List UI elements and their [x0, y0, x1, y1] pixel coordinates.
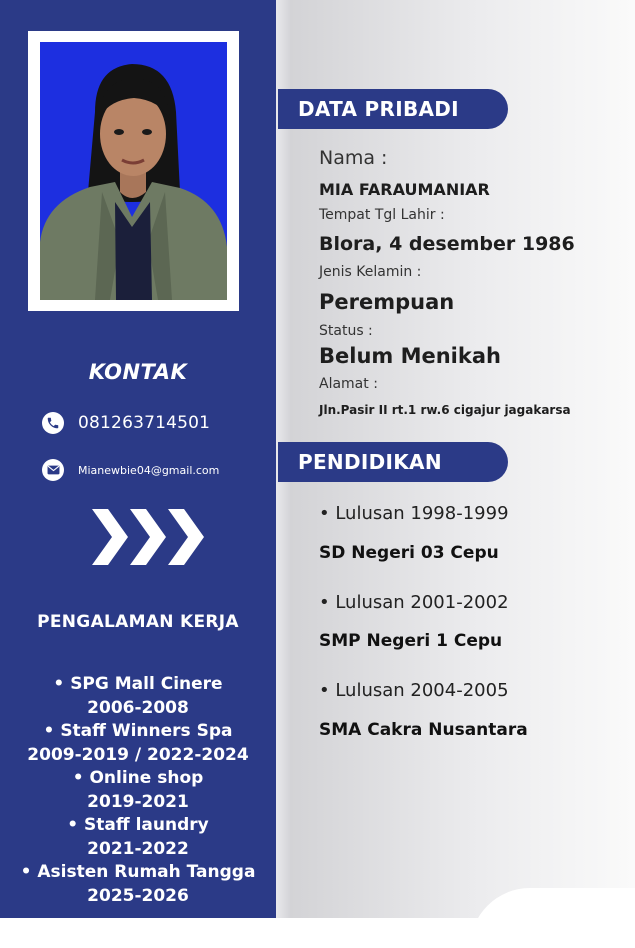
phone-icon	[42, 412, 64, 434]
education-period: • Lulusan 2004-2005	[319, 680, 509, 701]
email-row	[42, 459, 219, 481]
profile-photo	[40, 42, 227, 300]
experience-line: • Staff Winners Spa	[43, 721, 233, 741]
experience-list	[0, 673, 276, 908]
address-value: Jln.Pasir II rt.1 rw.6 cigajur jagakarsa	[319, 403, 571, 417]
experience-line: • SPG Mall Cinere	[53, 674, 223, 694]
name-value: MIA FARAUMANIAR	[319, 180, 490, 199]
birth-value: Blora, 4 desember 1986	[319, 233, 575, 255]
education-school: SMA Cakra Nusantara	[319, 720, 528, 740]
experience-title: PENGALAMAN KERJA	[37, 612, 239, 632]
email-icon	[42, 459, 64, 481]
education-school: SMP Negeri 1 Cepu	[319, 631, 503, 651]
personal-data-header: DATA PRIBADI	[278, 89, 508, 129]
experience-line: 2025-2026	[87, 885, 189, 906]
experience-line: 2006-2008	[87, 697, 189, 718]
chevron-arrows-icon	[88, 505, 212, 569]
education-school: SD Negeri 03 Cepu	[319, 543, 499, 563]
name-label: Nama :	[319, 147, 388, 169]
experience-line: • Online shop	[72, 768, 204, 788]
status-value: Belum Menikah	[319, 344, 501, 368]
gender-label: Jenis Kelamin :	[319, 264, 422, 280]
education-header: PENDIDIKAN	[278, 442, 508, 482]
address-label: Alamat :	[319, 376, 378, 392]
profile-photo-frame	[28, 31, 239, 311]
contact-title: KONTAK	[88, 360, 188, 384]
experience-line: 2009-2019 / 2022-2024	[27, 744, 249, 765]
experience-line: • Asisten Rumah Tangga	[20, 862, 256, 882]
education-period: • Lulusan 2001-2002	[319, 592, 509, 613]
birth-label: Tempat Tgl Lahir :	[319, 207, 445, 223]
experience-line: 2021-2022	[87, 838, 189, 859]
phone-row	[42, 412, 210, 434]
education-period: • Lulusan 1998-1999	[319, 503, 509, 524]
experience-line: 2019-2021	[87, 791, 189, 812]
profile-photo-illustration	[40, 42, 227, 300]
phone-number: 081263714501	[78, 413, 211, 433]
status-label: Status :	[319, 323, 373, 339]
gender-value: Perempuan	[319, 290, 455, 314]
email-address: Mianewbie04@gmail.com	[78, 463, 220, 477]
experience-line: • Staff laundry	[67, 815, 209, 835]
